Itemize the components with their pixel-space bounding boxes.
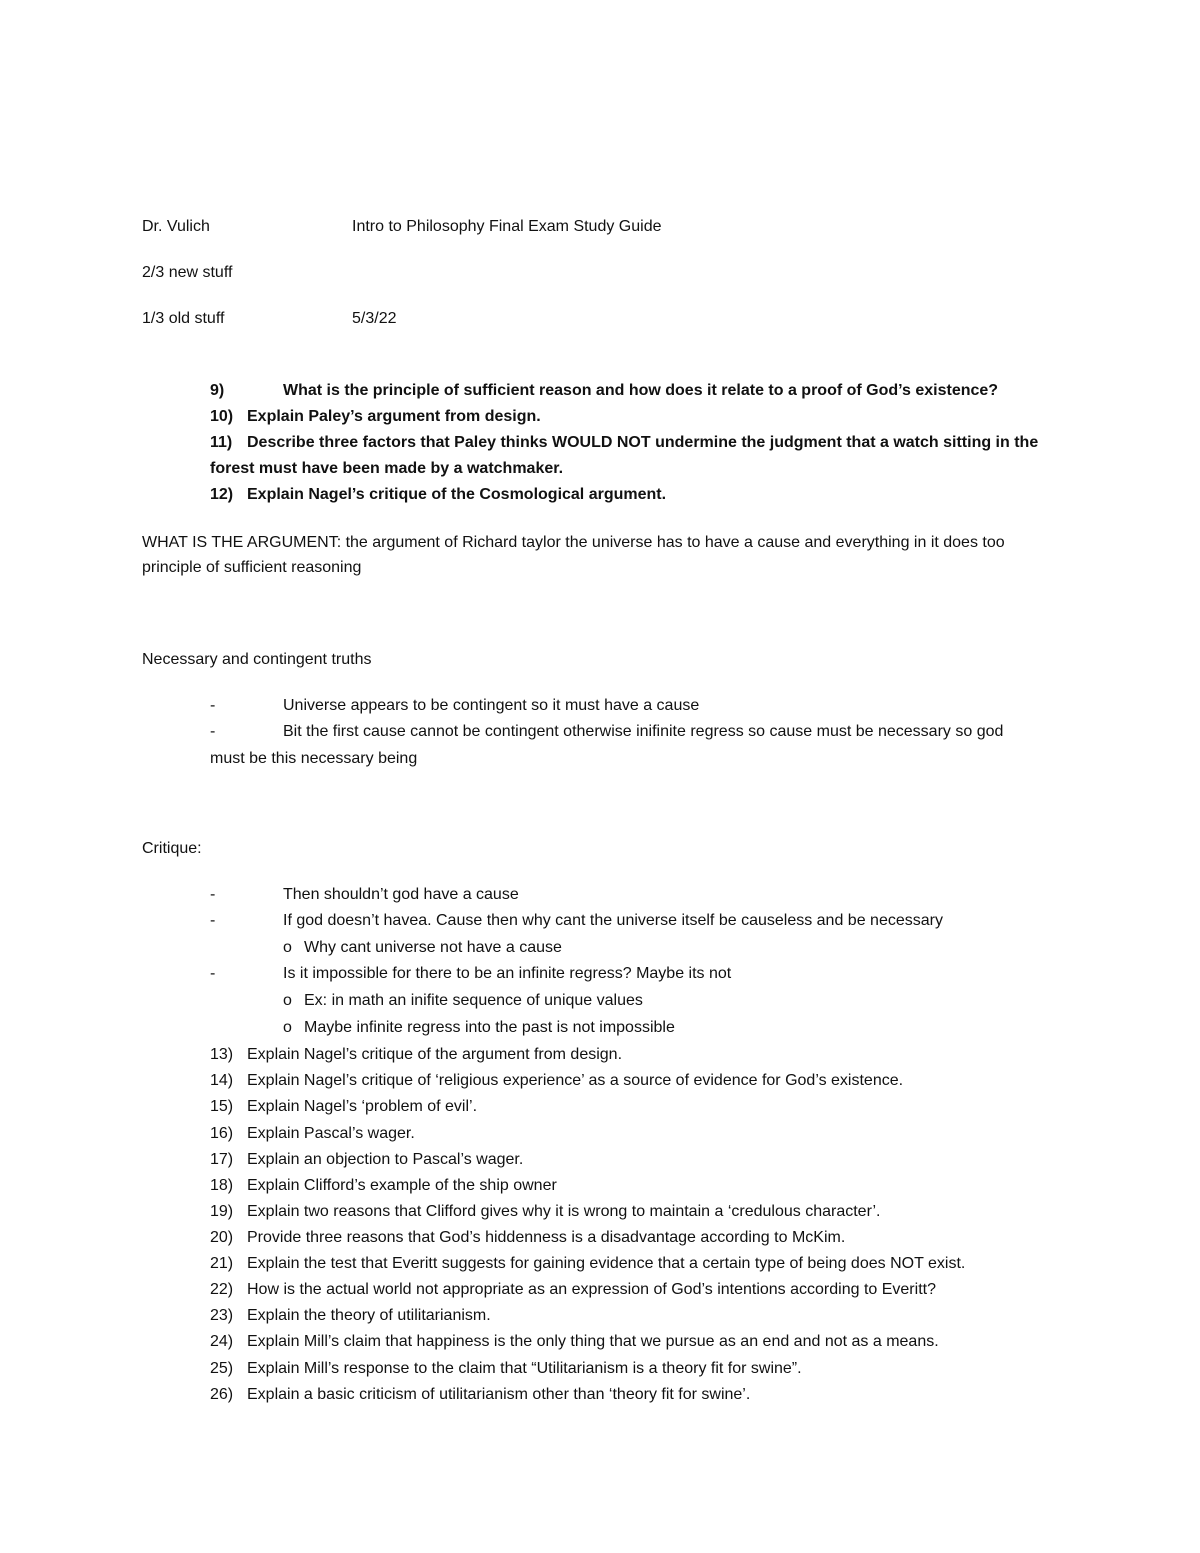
document-title: Intro to Philosophy Final Exam Study Guide [352, 218, 662, 235]
bullet-dash: - [210, 912, 216, 929]
sub-bullet-text: Ex: in math an inifite sequence of unique values [304, 992, 643, 1009]
question-number: 16) [210, 1125, 234, 1142]
sub-bullet-text: Maybe infinite regress into the past is not impossible [304, 1019, 675, 1036]
question-number: 26) [210, 1386, 234, 1403]
document-date: 5/3/22 [352, 310, 397, 327]
question-number: 14) [210, 1072, 234, 1089]
question-number: 11) [210, 434, 233, 451]
author-name: Dr. Vulich [142, 218, 210, 235]
section-heading: Necessary and contingent truths [142, 651, 372, 668]
question-text: Explain Nagel’s critique of ‘religious experience’ as a source of evidence for God’s existence. [247, 1072, 904, 1089]
question-continuation: forest must have been made by a watchmaker. [210, 460, 564, 477]
bullet-dash: - [210, 886, 216, 903]
question-text: Explain the theory of utilitarianism. [247, 1307, 491, 1324]
question-number: 9) [210, 382, 225, 399]
question-number: 18) [210, 1177, 234, 1194]
question-text: Explain the test that Everitt suggests for gaining evidence that a certain type of being does NOT exist. [247, 1255, 966, 1272]
question-text: Provide three reasons that God’s hiddenness is a disadvantage according to McKim. [247, 1229, 846, 1246]
bullet-dash: - [210, 965, 216, 982]
question-number: 21) [210, 1255, 234, 1272]
sub-bullet-circle: o [283, 1019, 292, 1036]
question-number: 19) [210, 1203, 234, 1220]
section-heading: Critique: [142, 840, 202, 857]
question-text: Explain Mill’s response to the claim that “Utilitarianism is a theory fit for swine”. [247, 1360, 802, 1377]
question-text: What is the principle of sufficient reason and how does it relate to a proof of God’s existence? [283, 382, 999, 399]
bullet-continuation: must be this necessary being [210, 750, 418, 767]
bullet-text: Bit the first cause cannot be contingent otherwise inifinite regress so cause must be necessary so god [283, 723, 1004, 740]
question-number: 20) [210, 1229, 234, 1246]
sub-bullet-text: Why cant universe not have a cause [304, 939, 562, 956]
ratio-old: 1/3 old stuff [142, 310, 225, 327]
argument-line: WHAT IS THE ARGUMENT: the argument of Richard taylor the universe has to have a cause and everything in it does too [142, 534, 1005, 551]
sub-bullet-circle: o [283, 939, 292, 956]
question-text: Explain Nagel’s critique of the Cosmological argument. [247, 486, 667, 503]
bullet-text: Then shouldn’t god have a cause [283, 886, 519, 903]
bullet-text: Universe appears to be contingent so it must have a cause [283, 697, 700, 714]
question-text: Explain Clifford’s example of the ship owner [247, 1177, 557, 1194]
question-text: Explain Pascal’s wager. [247, 1125, 415, 1142]
question-number: 24) [210, 1333, 234, 1350]
question-number: 10) [210, 408, 234, 425]
question-text: Explain Paley’s argument from design. [247, 408, 541, 425]
question-number: 13) [210, 1046, 234, 1063]
argument-line: principle of sufficient reasoning [142, 559, 362, 576]
question-number: 25) [210, 1360, 234, 1377]
bullet-dash: - [210, 723, 216, 740]
question-number: 15) [210, 1098, 234, 1115]
question-number: 23) [210, 1307, 234, 1324]
bullet-text: Is it impossible for there to be an infinite regress? Maybe its not [283, 965, 732, 982]
question-text: Describe three factors that Paley thinks WOULD NOT undermine the judgment that a watch sitting in the [247, 434, 1039, 451]
ratio-new: 2/3 new stuff [142, 264, 233, 281]
question-number: 17) [210, 1151, 234, 1168]
question-text: Explain Mill’s claim that happiness is the only thing that we pursue as an end and not as a means. [247, 1333, 939, 1350]
question-text: Explain a basic criticism of utilitarianism other than ‘theory fit for swine’. [247, 1386, 751, 1403]
bullet-dash: - [210, 697, 216, 714]
question-number: 22) [210, 1281, 234, 1298]
question-text: Explain Nagel’s ‘problem of evil’. [247, 1098, 478, 1115]
question-number: 12) [210, 486, 234, 503]
sub-bullet-circle: o [283, 992, 292, 1009]
bullet-text: If god doesn’t havea. Cause then why cant the universe itself be causeless and be necessary [283, 912, 943, 929]
question-text: Explain Nagel’s critique of the argument from design. [247, 1046, 623, 1063]
question-text: How is the actual world not appropriate as an expression of God’s intentions according to Everitt? [247, 1281, 936, 1298]
question-text: Explain two reasons that Clifford gives why it is wrong to maintain a ‘credulous character’. [247, 1203, 881, 1220]
question-text: Explain an objection to Pascal’s wager. [247, 1151, 524, 1168]
